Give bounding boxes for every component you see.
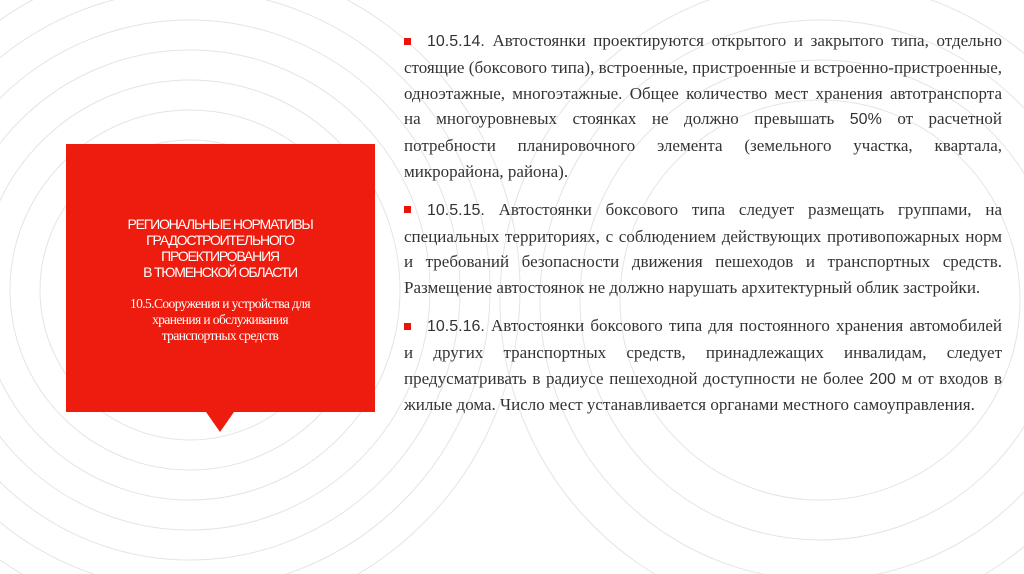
regulation-paragraph-10-5-15 bbox=[404, 197, 1002, 301]
regulation-text bbox=[404, 28, 1002, 430]
clause-text: Автостоянки боксового типа следует размещать группами, на специальных территориях, с соблюдением действующих противопожарных норм и требований безопасности движения пешеходов и транспортных средств. Размещение автостоянок не должно нарушать архитектурный облик застройки. bbox=[404, 199, 1002, 298]
clause-value: 200 bbox=[869, 370, 896, 388]
clause-text: Автостоянки боксового типа для постоянного хранения автомобилей и других транспортных средств, принадлежащих инвалидам, следует предусматривать в радиусе пешеходной доступности не более bbox=[404, 315, 1002, 388]
bullet-square-icon bbox=[404, 206, 411, 213]
panel-heading-line: ГРАДОСТРОИТЕЛЬНОГО bbox=[146, 232, 294, 248]
panel-heading-line: РЕГИОНАЛЬНЫЕ НОРМАТИВЫ bbox=[127, 216, 313, 232]
panel-heading-line: ПРОЕКТИРОВАНИЯ bbox=[161, 248, 279, 264]
clause-text: Автостоянки проектируются открытого и закрытого типа, отдельно стоящие (боксового типа), встроенные, пристроенные и встроенно-пристроенные, одноэтажные, многоэтажные. Общее количество мест хранения автотранспорта на многоуровневых стоянках не должно превышать bbox=[404, 31, 1002, 129]
panel-subtitle-line: 10.5.Сооружения и устройства для bbox=[129, 296, 311, 311]
regulation-paragraph-10-5-16 bbox=[404, 313, 1002, 418]
clause-value: 50% bbox=[849, 111, 882, 129]
clause-text: м от входов в жилые дома. Число мест устанавливается органами местного самоуправления. bbox=[404, 368, 1002, 415]
regulation-paragraph-10-5-14 bbox=[404, 28, 1002, 185]
bullet-square-icon bbox=[404, 38, 411, 45]
title-panel-pointer bbox=[206, 412, 234, 432]
panel-subtitle-line: транспортных средств bbox=[161, 328, 279, 343]
panel-heading bbox=[104, 216, 336, 280]
panel-heading-line: В ТЮМЕНСКОЙ ОБЛАСТИ bbox=[143, 264, 297, 280]
bullet-square-icon bbox=[404, 323, 411, 330]
clause-number: 10.5.15. bbox=[427, 201, 485, 219]
clause-number: 10.5.16. bbox=[427, 317, 485, 335]
panel-subtitle bbox=[104, 296, 336, 344]
panel-subtitle-line: хранения и обслуживания bbox=[152, 312, 288, 327]
clause-text: от расчетной потребности планировочного элемента (земельного участка, квартала, микрорайона, района). bbox=[404, 109, 1002, 181]
title-panel-text bbox=[104, 216, 336, 344]
clause-number: 10.5.14. bbox=[427, 33, 485, 50]
